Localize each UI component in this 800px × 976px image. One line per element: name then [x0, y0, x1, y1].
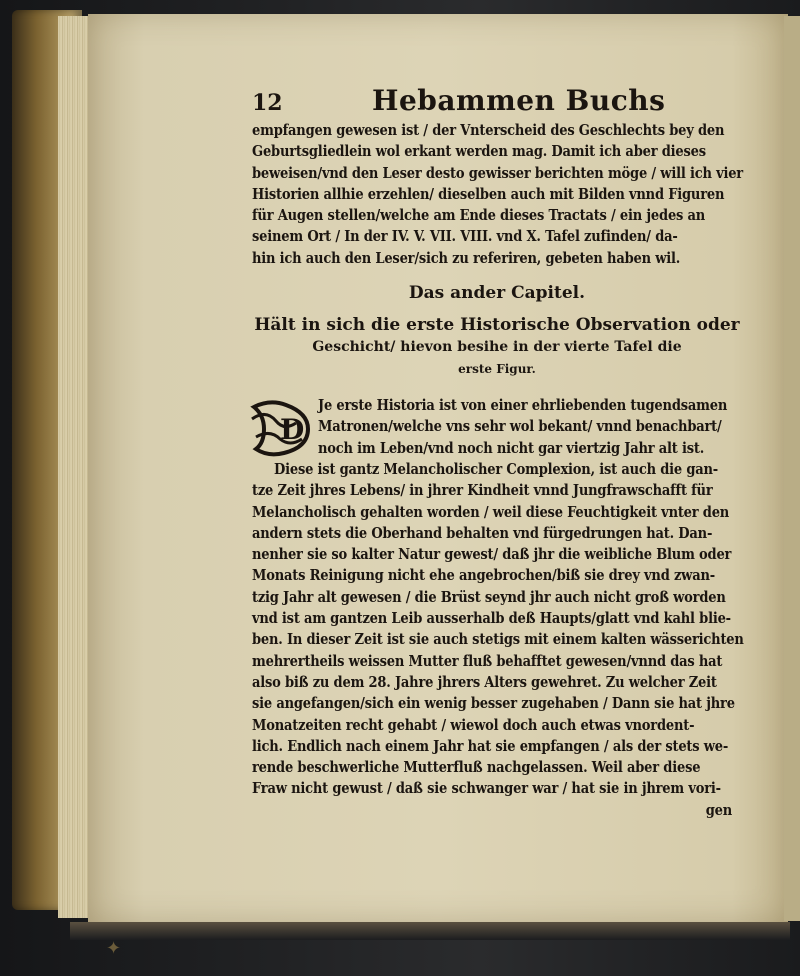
text-line: Monatzeiten recht gehabt / wiewol doch auch etwas vnordent-: [252, 716, 695, 734]
text-line: andern stets die Oberhand behalten vnd fürgedrungen hat. Dan-: [252, 524, 713, 542]
text-line: für Augen stellen/welche am Ende dieses Tractats / ein jedes an: [252, 207, 706, 225]
text-line: sie angefangen/sich ein wenig besser zugehaben / Dann sie hat jhre: [252, 695, 735, 713]
running-head: Hebammen Buchs: [372, 84, 666, 117]
subtitle-line: erste Figur.: [458, 362, 536, 377]
next-page-edge: [784, 16, 800, 921]
text-line: Historien allhie erzehlen/ dieselben auch mit Bilden vnnd Figuren: [252, 185, 725, 203]
initial-letter: D: [280, 413, 305, 447]
text-line: Monats Reinigung nicht ehe angebrochen/biß sie drey vnd zwan-: [252, 567, 715, 585]
page-number: 12: [252, 90, 283, 116]
text-line: nenher sie so kalter Natur gewest/ daß jhr die weibliche Blum oder: [252, 546, 732, 564]
text-line: seinem Ort / In der IV. V. VII. VIII. vnd X. Tafel zufinden/ da-: [252, 228, 678, 246]
subtitle-line: Hält in sich die erste Historische Observation oder: [254, 315, 740, 336]
text-line: tzig Jahr alt gewesen / die Brüst seynd jhr auch nicht groß worden: [252, 588, 726, 606]
text-line: noch im Leben/vnd noch nicht gar viertzig Jahr alt ist.: [318, 439, 705, 457]
second-paragraph: [252, 459, 742, 821]
text-line: vnd ist am gantzen Leib ausserhalb deß Haupts/glatt vnd kahl blie-: [252, 610, 731, 628]
chapter-subtitle: [252, 313, 742, 381]
page-content: [252, 84, 742, 821]
text-line: hin ich auch den Leser/sich zu referiren, gebeten haben wil.: [252, 249, 681, 267]
text-line: Je erste Historia ist von einer ehrliebenden tugendsamen: [318, 397, 728, 415]
text-line: Geburtsgliedlein wol erkant werden mag. Damit ich aber dieses: [252, 143, 706, 161]
first-paragraph: [252, 395, 742, 459]
page-bottom-shadow: [70, 922, 790, 940]
text-line: rende beschwerliche Mutterfluß nachgelassen. Weil aber diese: [252, 759, 701, 777]
text-line: beweisen/vnd den Leser desto gewisser berichten möge / will ich vier: [252, 164, 743, 182]
text-line: lich. Endlich nach einem Jahr hat sie empfangen / als der stets we-: [252, 737, 729, 755]
text-line: tze Zeit jhres Lebens/ in jhrer Kindheit vnnd Jungfrawschafft für: [252, 482, 713, 500]
subtitle-line: Geschicht/ hievon besihe in der vierte Tafel die: [312, 339, 682, 356]
catchword: gen: [705, 801, 732, 819]
intro-paragraph: [252, 120, 742, 269]
text-line: empfangen gewesen ist / der Vnterscheid des Geschlechts bey den: [252, 122, 725, 139]
text-line: Matronen/welche vns sehr wol bekant/ vnnd benachbart/: [318, 418, 722, 436]
chapter-title: Das ander Capitel.: [408, 283, 586, 304]
text-line: Diese ist gantz Melancholischer Complexion, ist auch die gan-: [274, 460, 719, 478]
text-line: mehrertheils weissen Mutter fluß behafftet gewesen/vnnd das hat: [252, 652, 723, 670]
text-line: ben. In dieser Zeit ist sie auch stetigs mit einem kalten wässerichten: [252, 631, 744, 649]
decorated-initial: [250, 399, 314, 457]
text-line: Melancholisch gehalten worden / weil diese Feuchtigkeit vnter den: [252, 503, 730, 521]
text-line: Fraw nicht gewust / daß sie schwanger war / hat sie in jhrem vori-: [252, 780, 721, 798]
ornament-icon: ✦: [106, 938, 122, 959]
text-line: also biß zu dem 28. Jahre jhrers Alters gewehret. Zu welcher Zeit: [252, 673, 717, 691]
page-header: [252, 84, 742, 120]
